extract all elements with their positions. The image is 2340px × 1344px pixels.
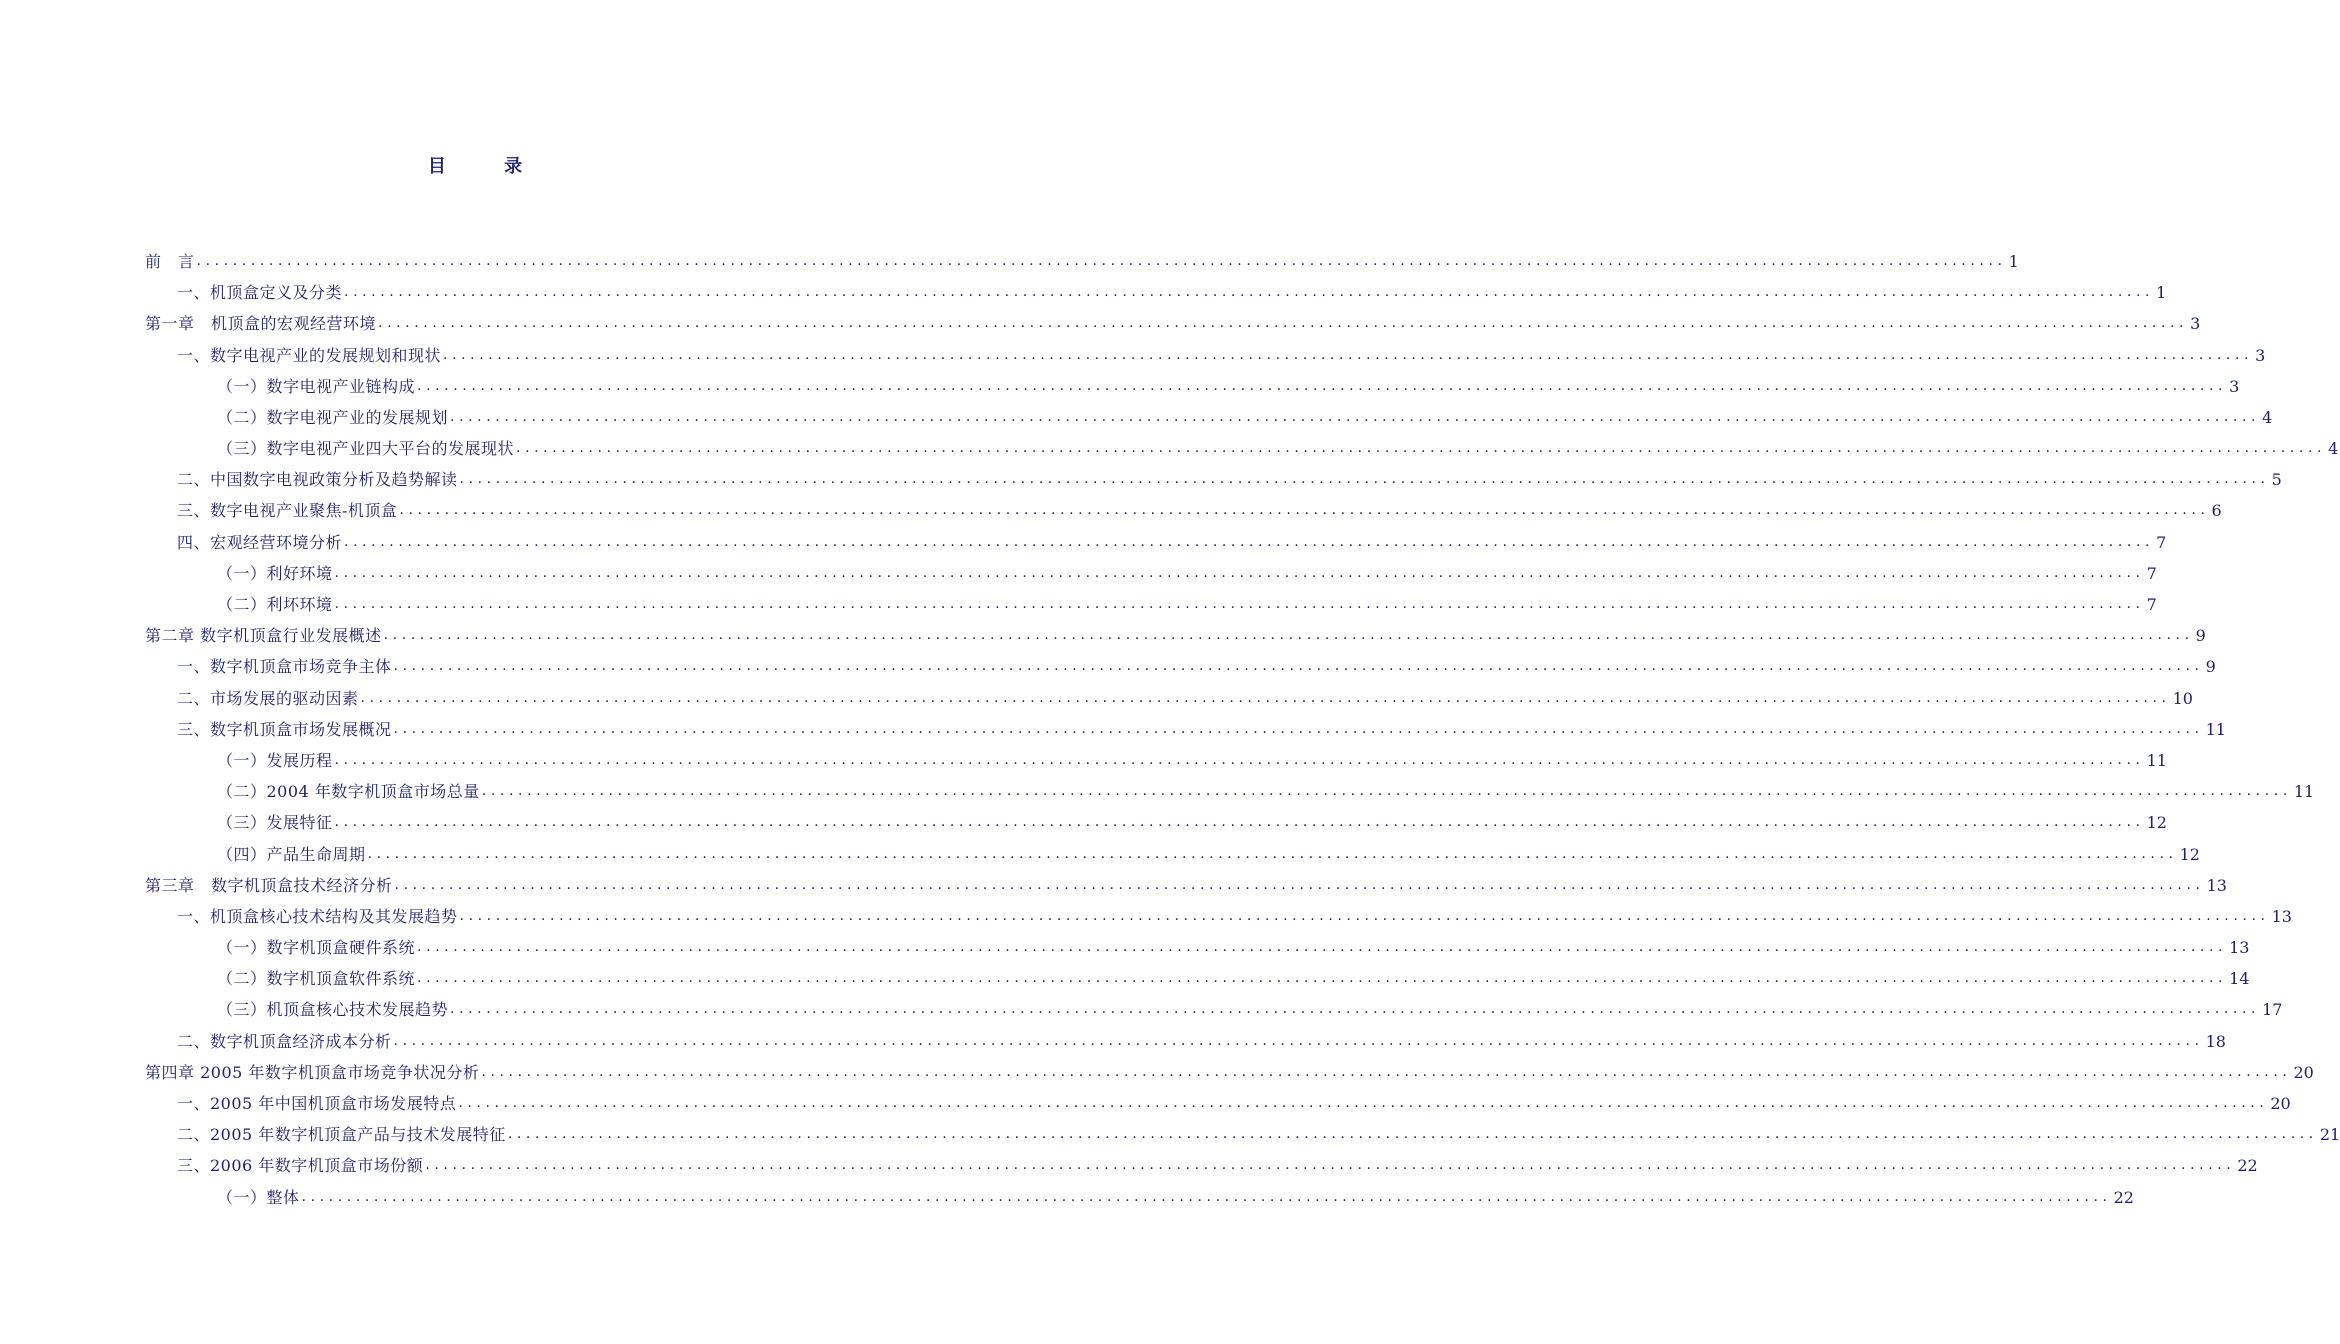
toc-entry[interactable]: [145, 745, 2167, 776]
toc-entry-title: （一）利好环境: [217, 563, 333, 583]
toc-entry[interactable]: [145, 1026, 2226, 1057]
toc-entry-page-number: 13: [2271, 906, 2292, 926]
toc-dot-leader: ........................................................................................................................................................................................................: [360, 689, 2171, 706]
toc-entry-title: 三、数字电视产业聚焦-机顶盒: [177, 501, 398, 521]
toc-entry-page-number: 9: [2205, 657, 2216, 677]
toc-entry[interactable]: [145, 620, 2206, 651]
toc-entry-page-number: 3: [2190, 314, 2201, 334]
toc-dot-leader: ........................................................................................................................................................................................................: [378, 315, 2189, 332]
toc-dot-leader: ........................................................................................................................................................................................................: [334, 564, 2145, 581]
toc-entry-page-number: 5: [2271, 470, 2282, 490]
toc-entry[interactable]: [145, 1150, 2258, 1181]
toc-entry-title: 一、机顶盒核心技术结构及其发展趋势: [177, 906, 458, 926]
toc-dot-leader: ........................................................................................................................................................................................................: [344, 533, 2155, 550]
toc-entry-page-number: 13: [2229, 938, 2250, 958]
toc-entry-title: 三、数字机顶盒市场发展概况: [177, 719, 392, 739]
toc-entry[interactable]: [145, 683, 2193, 714]
toc-entry-title: （一）发展历程: [217, 750, 333, 770]
toc-dot-leader: ........................................................................................................................................................................................................: [425, 1157, 2236, 1174]
toc-entry-page-number: 22: [2113, 1187, 2134, 1207]
toc-entry[interactable]: [145, 589, 2157, 620]
toc-entry[interactable]: [145, 651, 2216, 682]
toc-entry-title: 四、宏观经营环境分析: [177, 532, 343, 552]
toc-entry-title: 第四章 2005 年数字机顶盒市场竞争状况分析: [145, 1062, 480, 1082]
toc-dot-leader: ........................................................................................................................................................................................................: [417, 377, 2228, 394]
toc-entry[interactable]: [145, 277, 2167, 308]
toc-entry-title: （二）数字机顶盒软件系统: [217, 969, 416, 989]
toc-dot-leader: ........................................................................................................................................................................................................: [394, 876, 2205, 893]
toc-entry-page-number: 1: [2156, 283, 2167, 303]
toc-entry-title: （一）整体: [217, 1187, 300, 1207]
toc-entry[interactable]: [145, 308, 2201, 339]
toc-entry-title: 二、中国数字电视政策分析及趋势解读: [177, 470, 458, 490]
toc-entry-page-number: 11: [2146, 750, 2167, 770]
toc-entry-title: 第三章 数字机顶盒技术经济分析: [145, 875, 393, 895]
toc-entry-title: （三）数字电视产业四大平台的发展现状: [217, 439, 515, 459]
toc-entry-page-number: 9: [2195, 626, 2206, 646]
toc-entry-page-number: 11: [2205, 719, 2226, 739]
toc-list: [145, 246, 2340, 1213]
toc-entry-title: 二、2005 年数字机顶盒产品与技术发展特征: [177, 1125, 506, 1145]
toc-dot-leader: ........................................................................................................................................................................................................: [393, 1032, 2204, 1049]
toc-dot-leader: ........................................................................................................................................................................................................: [393, 658, 2204, 675]
toc-dot-leader: ........................................................................................................................................................................................................: [450, 408, 2261, 425]
toc-entry[interactable]: [145, 714, 2226, 745]
toc-entry[interactable]: [145, 1088, 2291, 1119]
toc-entry[interactable]: [145, 340, 2266, 371]
toc-entry[interactable]: [145, 1119, 2340, 1150]
toc-dot-leader: ........................................................................................................................................................................................................: [507, 1126, 2318, 1143]
toc-dot-leader: ........................................................................................................................................................................................................: [459, 471, 2270, 488]
toc-entry-page-number: 17: [2262, 1000, 2283, 1020]
toc-dot-leader: ........................................................................................................................................................................................................: [443, 346, 2254, 363]
toc-entry-page-number: 7: [2146, 563, 2157, 583]
toc-dot-leader: ........................................................................................................................................................................................................: [458, 1095, 2269, 1112]
toc-entry[interactable]: [145, 496, 2222, 527]
toc-entry[interactable]: [145, 839, 2200, 870]
toc-entry[interactable]: [145, 558, 2157, 589]
toc-dot-leader: ........................................................................................................................................................................................................: [301, 1188, 2112, 1205]
toc-entry-page-number: 22: [2237, 1156, 2258, 1176]
toc-entry[interactable]: [145, 1182, 2134, 1213]
toc-entry[interactable]: [145, 932, 2250, 963]
toc-entry-page-number: 1: [2008, 251, 2019, 271]
toc-entry-page-number: 10: [2172, 688, 2193, 708]
toc-entry-title: 一、数字电视产业的发展规划和现状: [177, 345, 442, 365]
toc-entry[interactable]: [145, 527, 2167, 558]
toc-entry-title: （一）数字机顶盒硬件系统: [217, 938, 416, 958]
toc-dot-leader: ........................................................................................................................................................................................................: [481, 1063, 2292, 1080]
toc-entry[interactable]: [145, 901, 2292, 932]
toc-entry-title: 一、数字机顶盒市场竞争主体: [177, 657, 392, 677]
toc-entry[interactable]: [145, 776, 2315, 807]
toc-entry-title: 前 言: [145, 251, 195, 271]
toc-entry[interactable]: [145, 402, 2273, 433]
toc-entry-page-number: 14: [2229, 969, 2250, 989]
toc-entry-page-number: 4: [2328, 439, 2339, 459]
toc-entry[interactable]: [145, 870, 2227, 901]
toc-entry[interactable]: [145, 464, 2282, 495]
toc-entry-page-number: 3: [2255, 345, 2266, 365]
toc-dot-leader: ........................................................................................................................................................................................................: [516, 440, 2327, 457]
toc-entry-page-number: 13: [2206, 875, 2227, 895]
toc-dot-leader: ........................................................................................................................................................................................................: [196, 252, 2007, 269]
toc-dot-leader: ........................................................................................................................................................................................................: [481, 783, 2292, 800]
toc-dot-leader: ........................................................................................................................................................................................................: [417, 939, 2228, 956]
toc-entry[interactable]: [145, 807, 2167, 838]
toc-entry-page-number: 20: [2293, 1062, 2314, 1082]
toc-entry-title: 第二章 数字机顶盒行业发展概述: [145, 626, 382, 646]
toc-entry-page-number: 20: [2270, 1094, 2291, 1114]
toc-entry-page-number: 7: [2156, 532, 2167, 552]
toc-dot-leader: ........................................................................................................................................................................................................: [344, 284, 2155, 301]
toc-entry[interactable]: [145, 995, 2283, 1026]
toc-entry[interactable]: [145, 963, 2250, 994]
toc-dot-leader: ........................................................................................................................................................................................................: [399, 502, 2210, 519]
toc-entry-page-number: 18: [2205, 1031, 2226, 1051]
toc-dot-leader: ........................................................................................................................................................................................................: [459, 907, 2270, 924]
toc-entry-title: （二）数字电视产业的发展规划: [217, 407, 449, 427]
toc-entry-page-number: 21: [2319, 1125, 2340, 1145]
toc-dot-leader: ........................................................................................................................................................................................................: [450, 1001, 2261, 1018]
toc-dot-leader: ........................................................................................................................................................................................................: [334, 596, 2145, 613]
toc-entry[interactable]: [145, 246, 2019, 277]
toc-entry-title: （二）利坏环境: [217, 595, 333, 615]
toc-entry-title: （一）数字电视产业链构成: [217, 376, 416, 396]
toc-entry-page-number: 12: [2146, 813, 2167, 833]
toc-entry-title: 三、2006 年数字机顶盒市场份额: [177, 1156, 424, 1176]
toc-entry[interactable]: [145, 433, 2339, 464]
toc-entry-title: 第一章 机顶盒的宏观经营环境: [145, 314, 377, 334]
toc-entry-title: 一、2005 年中国机顶盒市场发展特点: [177, 1094, 457, 1114]
toc-entry-title: （四）产品生命周期: [217, 844, 366, 864]
toc-entry-title: （三）发展特征: [217, 813, 333, 833]
toc-entry-title: （二）2004 年数字机顶盒市场总量: [217, 782, 480, 802]
toc-entry-page-number: 3: [2229, 376, 2240, 396]
toc-dot-leader: ........................................................................................................................................................................................................: [334, 751, 2145, 768]
toc-entry-page-number: 4: [2262, 407, 2273, 427]
toc-dot-leader: ........................................................................................................................................................................................................: [393, 720, 2204, 737]
toc-dot-leader: ........................................................................................................................................................................................................: [334, 814, 2145, 831]
toc-entry-title: （三）机顶盒核心技术发展趋势: [217, 1000, 449, 1020]
toc-title: 目 录: [427, 156, 549, 177]
toc-entry[interactable]: [145, 1057, 2314, 1088]
toc-entry[interactable]: [145, 371, 2240, 402]
toc-entry-title: 二、市场发展的驱动因素: [177, 688, 359, 708]
toc-entry-page-number: 7: [2146, 595, 2157, 615]
toc-dot-leader: ........................................................................................................................................................................................................: [367, 845, 2178, 862]
toc-entry-page-number: 6: [2211, 501, 2222, 521]
toc-entry-page-number: 11: [2293, 782, 2315, 802]
toc-dot-leader: ........................................................................................................................................................................................................: [417, 970, 2228, 987]
toc-entry-title: 一、机顶盒定义及分类: [177, 283, 343, 303]
toc-entry-page-number: 12: [2179, 844, 2200, 864]
toc-dot-leader: ........................................................................................................................................................................................................: [383, 627, 2194, 644]
toc-entry-title: 二、数字机顶盒经济成本分析: [177, 1031, 392, 1051]
